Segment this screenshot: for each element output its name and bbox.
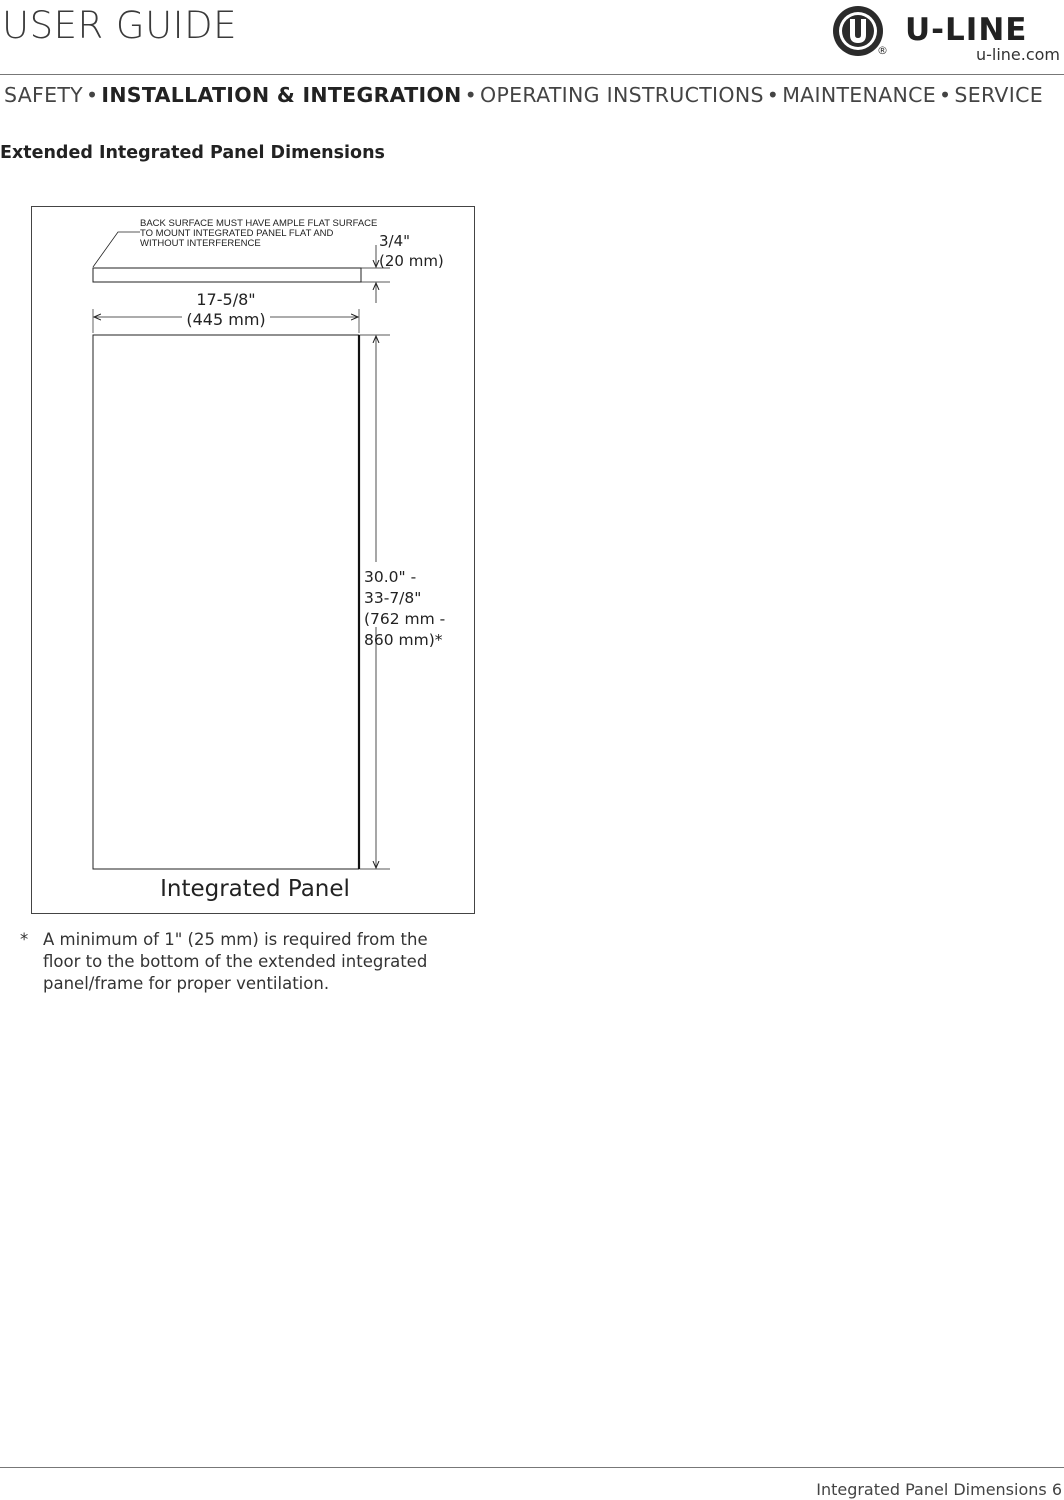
dimension-line: 3/4" (379, 232, 411, 250)
dimension-line: (762 mm - (364, 610, 446, 628)
dimension-line: 17-5/8" (196, 290, 256, 309)
header-divider (0, 74, 1064, 75)
section-nav (4, 83, 1043, 107)
footer-divider (0, 1467, 1064, 1468)
nav-item-safety[interactable]: SAFETY (4, 83, 84, 107)
panel-dimension-diagram (31, 206, 475, 914)
section-heading: Extended Integrated Panel Dimensions (0, 143, 385, 163)
nav-item-service[interactable]: SERVICE (954, 83, 1043, 107)
footnote-text: A minimum of 1" (25 mm) is required from the floor to the bottom of the extended integrated panel/frame for proper ventilation. (43, 930, 428, 993)
nav-item-installation[interactable]: INSTALLATION & INTEGRATION (101, 83, 462, 107)
dimension-line: (445 mm) (186, 310, 266, 329)
nav-separator: • (464, 83, 478, 107)
note-leader-line (93, 232, 140, 267)
brand-name: U-LINE (905, 12, 1028, 48)
nav-separator: • (766, 83, 780, 107)
nav-item-operating[interactable]: OPERATING INSTRUCTIONS (480, 83, 764, 107)
width-dimension-label (182, 290, 270, 330)
back-surface-note (140, 219, 377, 249)
footnote (20, 929, 450, 995)
dimension-line: 860 mm)* (364, 631, 443, 649)
nav-item-maintenance[interactable]: MAINTENANCE (782, 83, 937, 107)
back-surface-strip (93, 268, 361, 282)
dimension-line: (20 mm) (379, 252, 444, 270)
registered-mark: ® (877, 44, 888, 57)
page-title: USER GUIDE (2, 4, 237, 47)
dimension-line: 30.0" - (364, 568, 417, 586)
height-dimension-label (364, 567, 445, 651)
nav-separator: • (939, 83, 952, 107)
brand-url-link[interactable]: u-line.com (975, 45, 1060, 64)
nav-separator: • (86, 83, 99, 107)
note-line: BACK SURFACE MUST HAVE AMPLE FLAT SURFACE (140, 218, 378, 229)
footer-page-label: Integrated Panel Dimensions 6 (816, 1480, 1062, 1499)
note-line: WITHOUT INTERFERENCE (140, 238, 261, 249)
diagram-caption: Integrated Panel (160, 876, 350, 902)
thickness-dimension-label (379, 231, 444, 271)
dimension-line: 33-7/8" (364, 589, 422, 607)
footnote-marker: * (20, 930, 29, 949)
integrated-panel-outline (93, 335, 359, 869)
note-line: TO MOUNT INTEGRATED PANEL FLAT AND (140, 228, 334, 239)
